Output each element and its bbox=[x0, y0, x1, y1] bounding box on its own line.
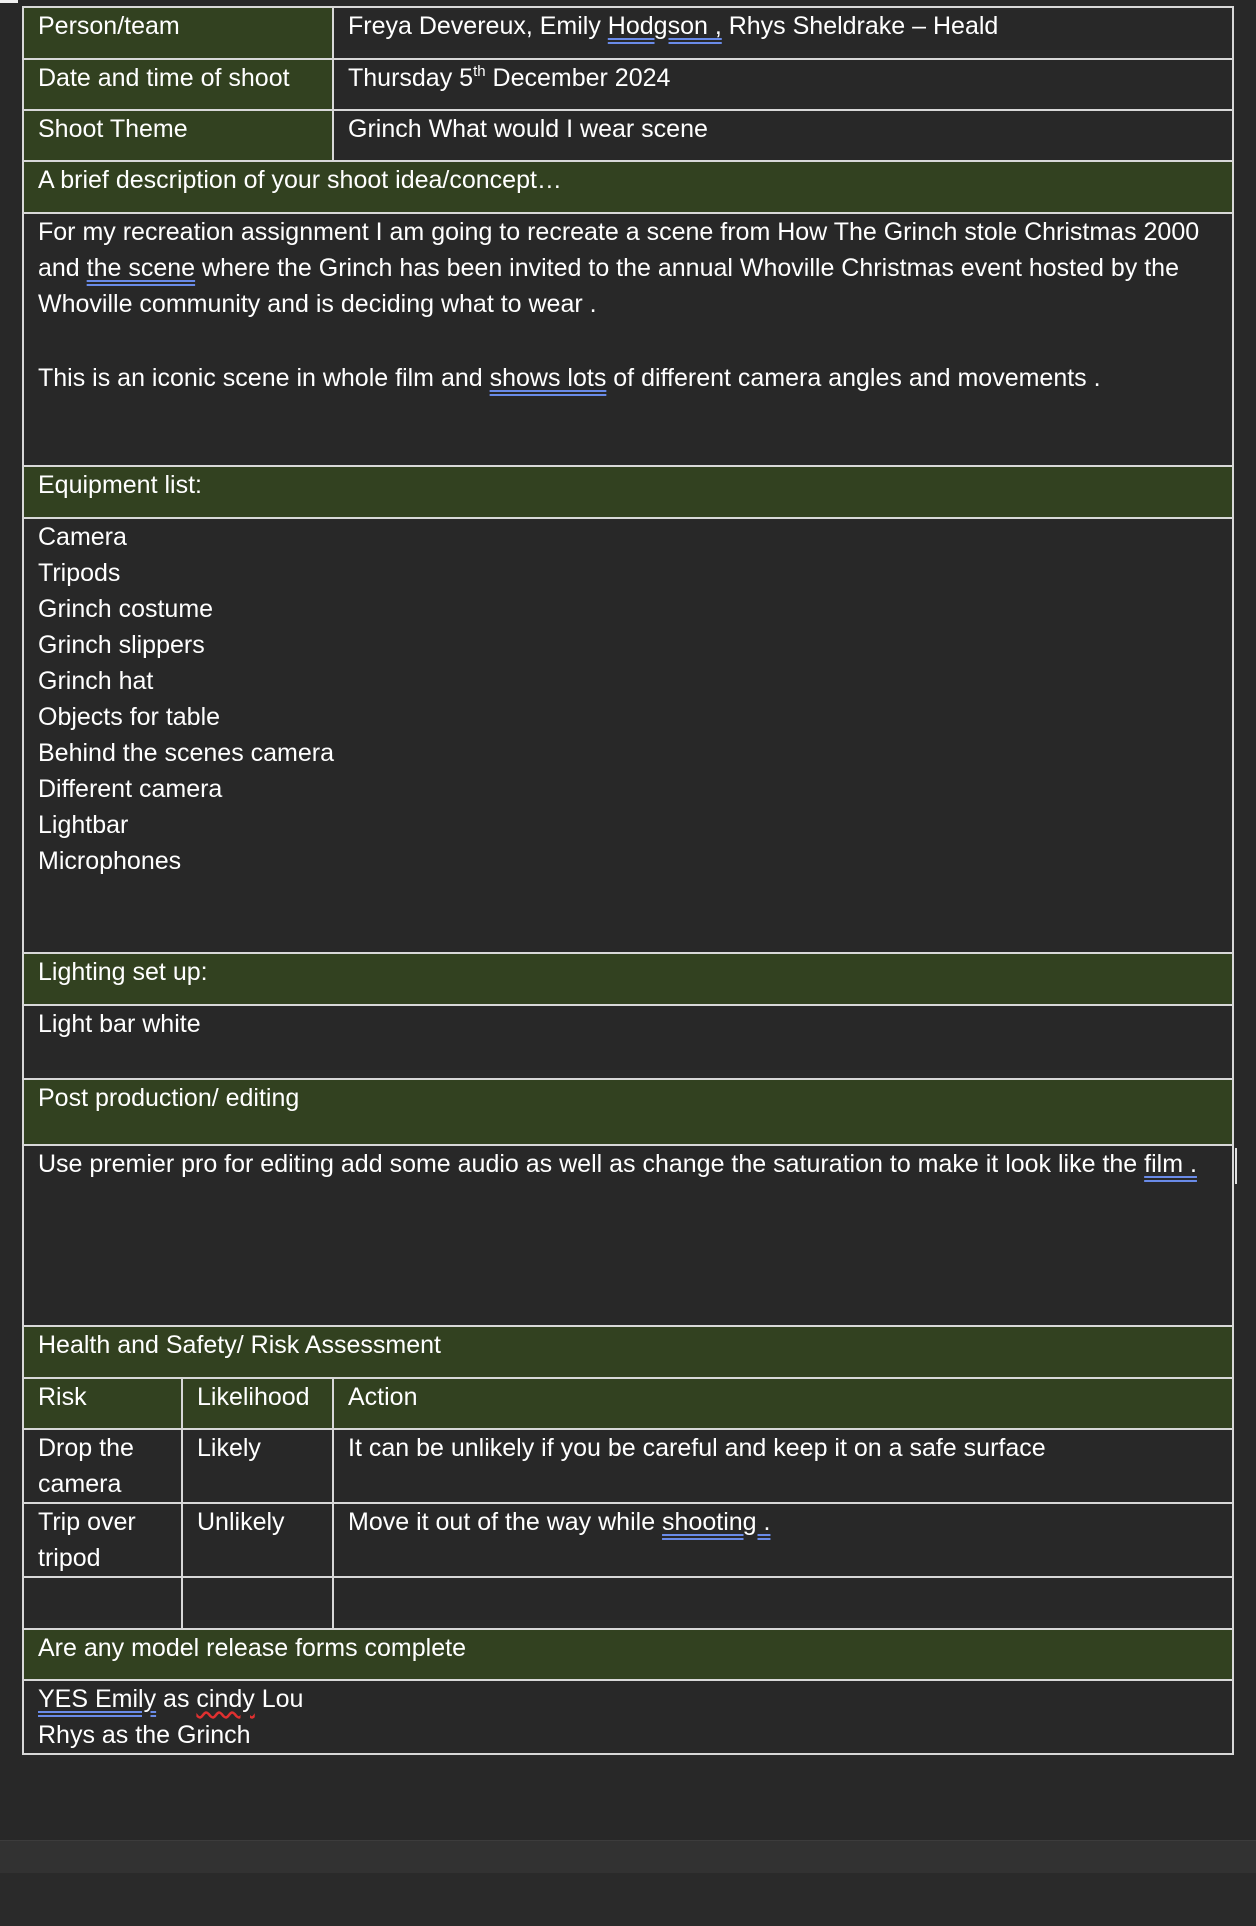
post-production-value[interactable]: Use premier pro for editing add some audio as well as change the saturation to make it look like the film . bbox=[23, 1145, 1233, 1326]
lighting-value[interactable]: Light bar white bbox=[23, 1005, 1233, 1079]
description-body[interactable] bbox=[23, 213, 1233, 466]
risk-cell-empty[interactable] bbox=[23, 1577, 182, 1629]
model-release-line-2: Rhys as the Grinch bbox=[38, 1721, 251, 1749]
cindy-misspelled[interactable]: cindy bbox=[196, 1685, 255, 1713]
person-team-label: Person/team bbox=[23, 7, 333, 59]
likelihood-column-header: Likelihood bbox=[182, 1378, 333, 1429]
action-cell[interactable]: It can be unlikely if you be careful and keep it on a safe surface bbox=[333, 1429, 1233, 1503]
film-underlined[interactable]: film . bbox=[1144, 1150, 1197, 1178]
shows-lots-underlined[interactable]: shows lots bbox=[489, 364, 607, 392]
action-column-header: Action bbox=[333, 1378, 1233, 1429]
description-paragraph-2: This is an iconic scene in whole film and shows lots of different camera angles and movements . bbox=[38, 364, 1101, 392]
date-time-label: Date and time of shoot bbox=[23, 59, 333, 110]
health-safety-header: Health and Safety/ Risk Assessment bbox=[23, 1326, 1233, 1378]
bottom-background bbox=[0, 1873, 1256, 1926]
model-release-value[interactable]: YES Emily as cindy Lou Rhys as the Grinch bbox=[23, 1680, 1233, 1754]
equipment-item: Lightbar bbox=[38, 811, 129, 839]
likelihood-cell[interactable]: Unlikely bbox=[182, 1503, 333, 1577]
text-cursor bbox=[1235, 1148, 1237, 1184]
equipment-item: Grinch slippers bbox=[38, 631, 205, 659]
equipment-item: Grinch costume bbox=[38, 595, 214, 623]
equipment-item: Tripods bbox=[38, 559, 121, 587]
risk-cell[interactable]: Drop the camera bbox=[23, 1429, 182, 1503]
description-header: A brief description of your shoot idea/concept… bbox=[23, 161, 1233, 213]
bottom-toolbar-strip bbox=[0, 1840, 1256, 1874]
risk-cell[interactable]: Trip over tripod bbox=[23, 1503, 182, 1577]
date-time-value[interactable]: Thursday 5th December 2024 bbox=[333, 59, 1233, 110]
hodgson-underlined[interactable]: Hodgson , bbox=[607, 12, 722, 40]
equipment-item: Different camera bbox=[38, 775, 223, 803]
equipment-item: Microphones bbox=[38, 847, 182, 875]
lighting-header: Lighting set up: bbox=[23, 953, 1233, 1005]
model-release-header: Are any model release forms complete bbox=[23, 1629, 1233, 1680]
shoot-theme-value[interactable]: Grinch What would I wear scene bbox=[333, 110, 1233, 161]
equipment-item: Objects for table bbox=[38, 703, 221, 731]
page-corner-mark bbox=[0, 0, 18, 3]
likelihood-cell-empty[interactable] bbox=[182, 1577, 333, 1629]
description-paragraph-1: For my recreation assignment I am going to recreate a scene from How The Grinch stole Christmas 2000 and the scene where the Grinch has been invited to the annual Whoville Christmas event hosted by the Whoville community and is deciding what to wear . bbox=[38, 218, 1200, 318]
equipment-item: Camera bbox=[38, 523, 127, 551]
yes-emily-underlined[interactable]: YES Emily bbox=[38, 1685, 157, 1713]
equipment-item: Grinch hat bbox=[38, 667, 154, 695]
equipment-list[interactable] bbox=[23, 518, 1233, 953]
equipment-header: Equipment list: bbox=[23, 466, 1233, 518]
shooting-underlined[interactable]: shooting . bbox=[662, 1508, 771, 1536]
risk-column-header: Risk bbox=[23, 1378, 182, 1429]
likelihood-cell[interactable]: Likely bbox=[182, 1429, 333, 1503]
action-cell-empty[interactable] bbox=[333, 1577, 1233, 1629]
shoot-plan-table bbox=[22, 6, 1234, 1755]
action-cell[interactable]: Move it out of the way while shooting . bbox=[333, 1503, 1233, 1577]
post-production-header: Post production/ editing bbox=[23, 1079, 1233, 1145]
the-scene-underlined[interactable]: the scene bbox=[86, 254, 196, 282]
equipment-item: Behind the scenes camera bbox=[38, 739, 335, 767]
person-team-value[interactable]: Freya Devereux, Emily Hodgson , Rhys Sheldrake – Heald bbox=[333, 7, 1233, 59]
shoot-theme-label: Shoot Theme bbox=[23, 110, 333, 161]
